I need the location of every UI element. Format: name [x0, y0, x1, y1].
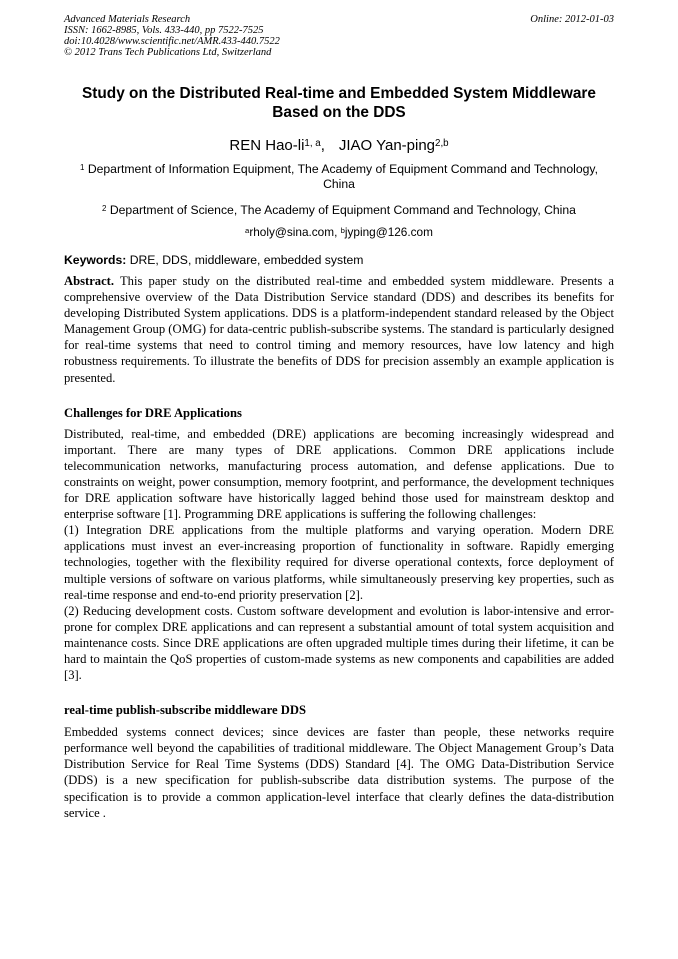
section-heading: Challenges for DRE Applications: [64, 405, 242, 420]
paper-title: [64, 84, 614, 122]
author-name: JIAO Yan-ping: [338, 137, 436, 154]
keywords-text: DRE, DDS, middleware, embedded system: [129, 253, 364, 267]
online-date: Online: 2012-01-03: [530, 14, 614, 25]
affiliation-text: Department of Science, The Academy of Equipment Command and Technology, China: [109, 203, 576, 217]
section-heading: real-time publish-subscribe middleware DDS: [64, 703, 306, 718]
title-line-2: Based on the DDS: [272, 104, 406, 121]
issn-line: ISSN: 1662-8985, Vols. 433-440, pp 7522-7525: [64, 25, 264, 36]
email-superscript: a: [245, 226, 250, 235]
keywords-label: Keywords:: [64, 253, 127, 267]
paper-page: [64, 14, 614, 821]
doi-line: doi:10.4028/www.scientific.net/AMR.433-440.7522: [64, 36, 280, 47]
abstract: [64, 273, 614, 386]
section-paragraph: (1) Integration DRE applications from the multiple platforms and varying operation. Modern DRE applications must invest an ever-increasing proportion of functionality in software. Rapidly emerging technologies, together with the flexibility required for diverse operational contexts, force deployment of multiple versions of software on various platforms, while simultaneously preserving key properties, such as real-time response and end-to-end priority preservation [2].: [64, 523, 614, 602]
publication-header: [64, 14, 614, 70]
email-separator: ,: [334, 225, 338, 239]
author-emails: [64, 225, 614, 240]
abstract-label: Abstract.: [64, 274, 115, 288]
email-superscript: b: [340, 226, 345, 235]
copyright-line: © 2012 Trans Tech Publications Ltd, Switzerland: [64, 47, 272, 58]
author-list: [64, 137, 614, 155]
section-paragraph: Embedded systems connect devices; since devices are faster than people, these networks require performance well beyond the capabilities of traditional middleware. The Object Management Group’s Data Distribution Service for Real Time Systems (DDS) Standard [4]. The OMG Data-Distribution Service (DDS) is a new specification for publish-subscribe data distribution systems. The purpose of the specification is to provide a common application-level interface that clearly defines the data-distribution service .: [64, 725, 614, 820]
author-superscript: 1, a: [304, 138, 321, 149]
section-paragraph: (2) Reducing development costs. Custom software development and evolution is labor-intensive and error-prone for complex DRE applications and can represent a substantial amount of total system acquisition and maintenance costs. Since DRE applications are often upgraded multiple times during their lifetime, it can be hard to maintain the QoS properties of custom-made systems as new components and capabilities are added [3].: [64, 603, 614, 683]
author-name: REN Hao-li: [229, 137, 305, 154]
affiliation-text: Department of Information Equipment, The Academy of Equipment Command and Technology, China: [87, 162, 598, 191]
email-address: rholy@sina.com: [249, 225, 335, 239]
abstract-text: This paper study on the distributed real-time and embedded system middleware. Presents a comprehensive overview of the Data Distribution Service standard (DDS) and describes its benefits for developing Distributed System applications. DDS is a platform-independent standard released by the Object Management Group (OMG) for data-centric publish-subscribe systems. The standard is particularly designed for real-time systems that need to control timing and memory resources, have low latency and high robustness requirements. To illustrate the benefits of DDS for precision assembly an example application is presented.: [64, 274, 615, 385]
email-address: jyping@126.com: [344, 225, 433, 239]
author-superscript: 2,b: [435, 138, 449, 149]
affiliation-1: [64, 162, 614, 192]
author-separator: ,: [320, 137, 325, 154]
affiliation-2: [64, 203, 614, 218]
affiliation-number: 1: [80, 163, 85, 172]
keywords: [64, 252, 614, 268]
journal-name: Advanced Materials Research: [64, 14, 191, 25]
affiliation-number: 2: [102, 204, 107, 213]
section-paragraph: Distributed, real-time, and embedded (DRE) applications are becoming increasingly widespread and important. There are many types of DRE applications. Common DRE applications include telecommunication networks, manufacturing process automation, and defense applications. Due to constraints on weight, power consumption, memory footprint, and performance, the development techniques for DRE application software have historically lagged behind those used for mainstream desktop and enterprise software [1]. Programming DRE applications is suffering the following challenges:: [64, 426, 614, 522]
title-line-1: Study on the Distributed Real-time and Embedded System Middleware: [82, 85, 596, 102]
